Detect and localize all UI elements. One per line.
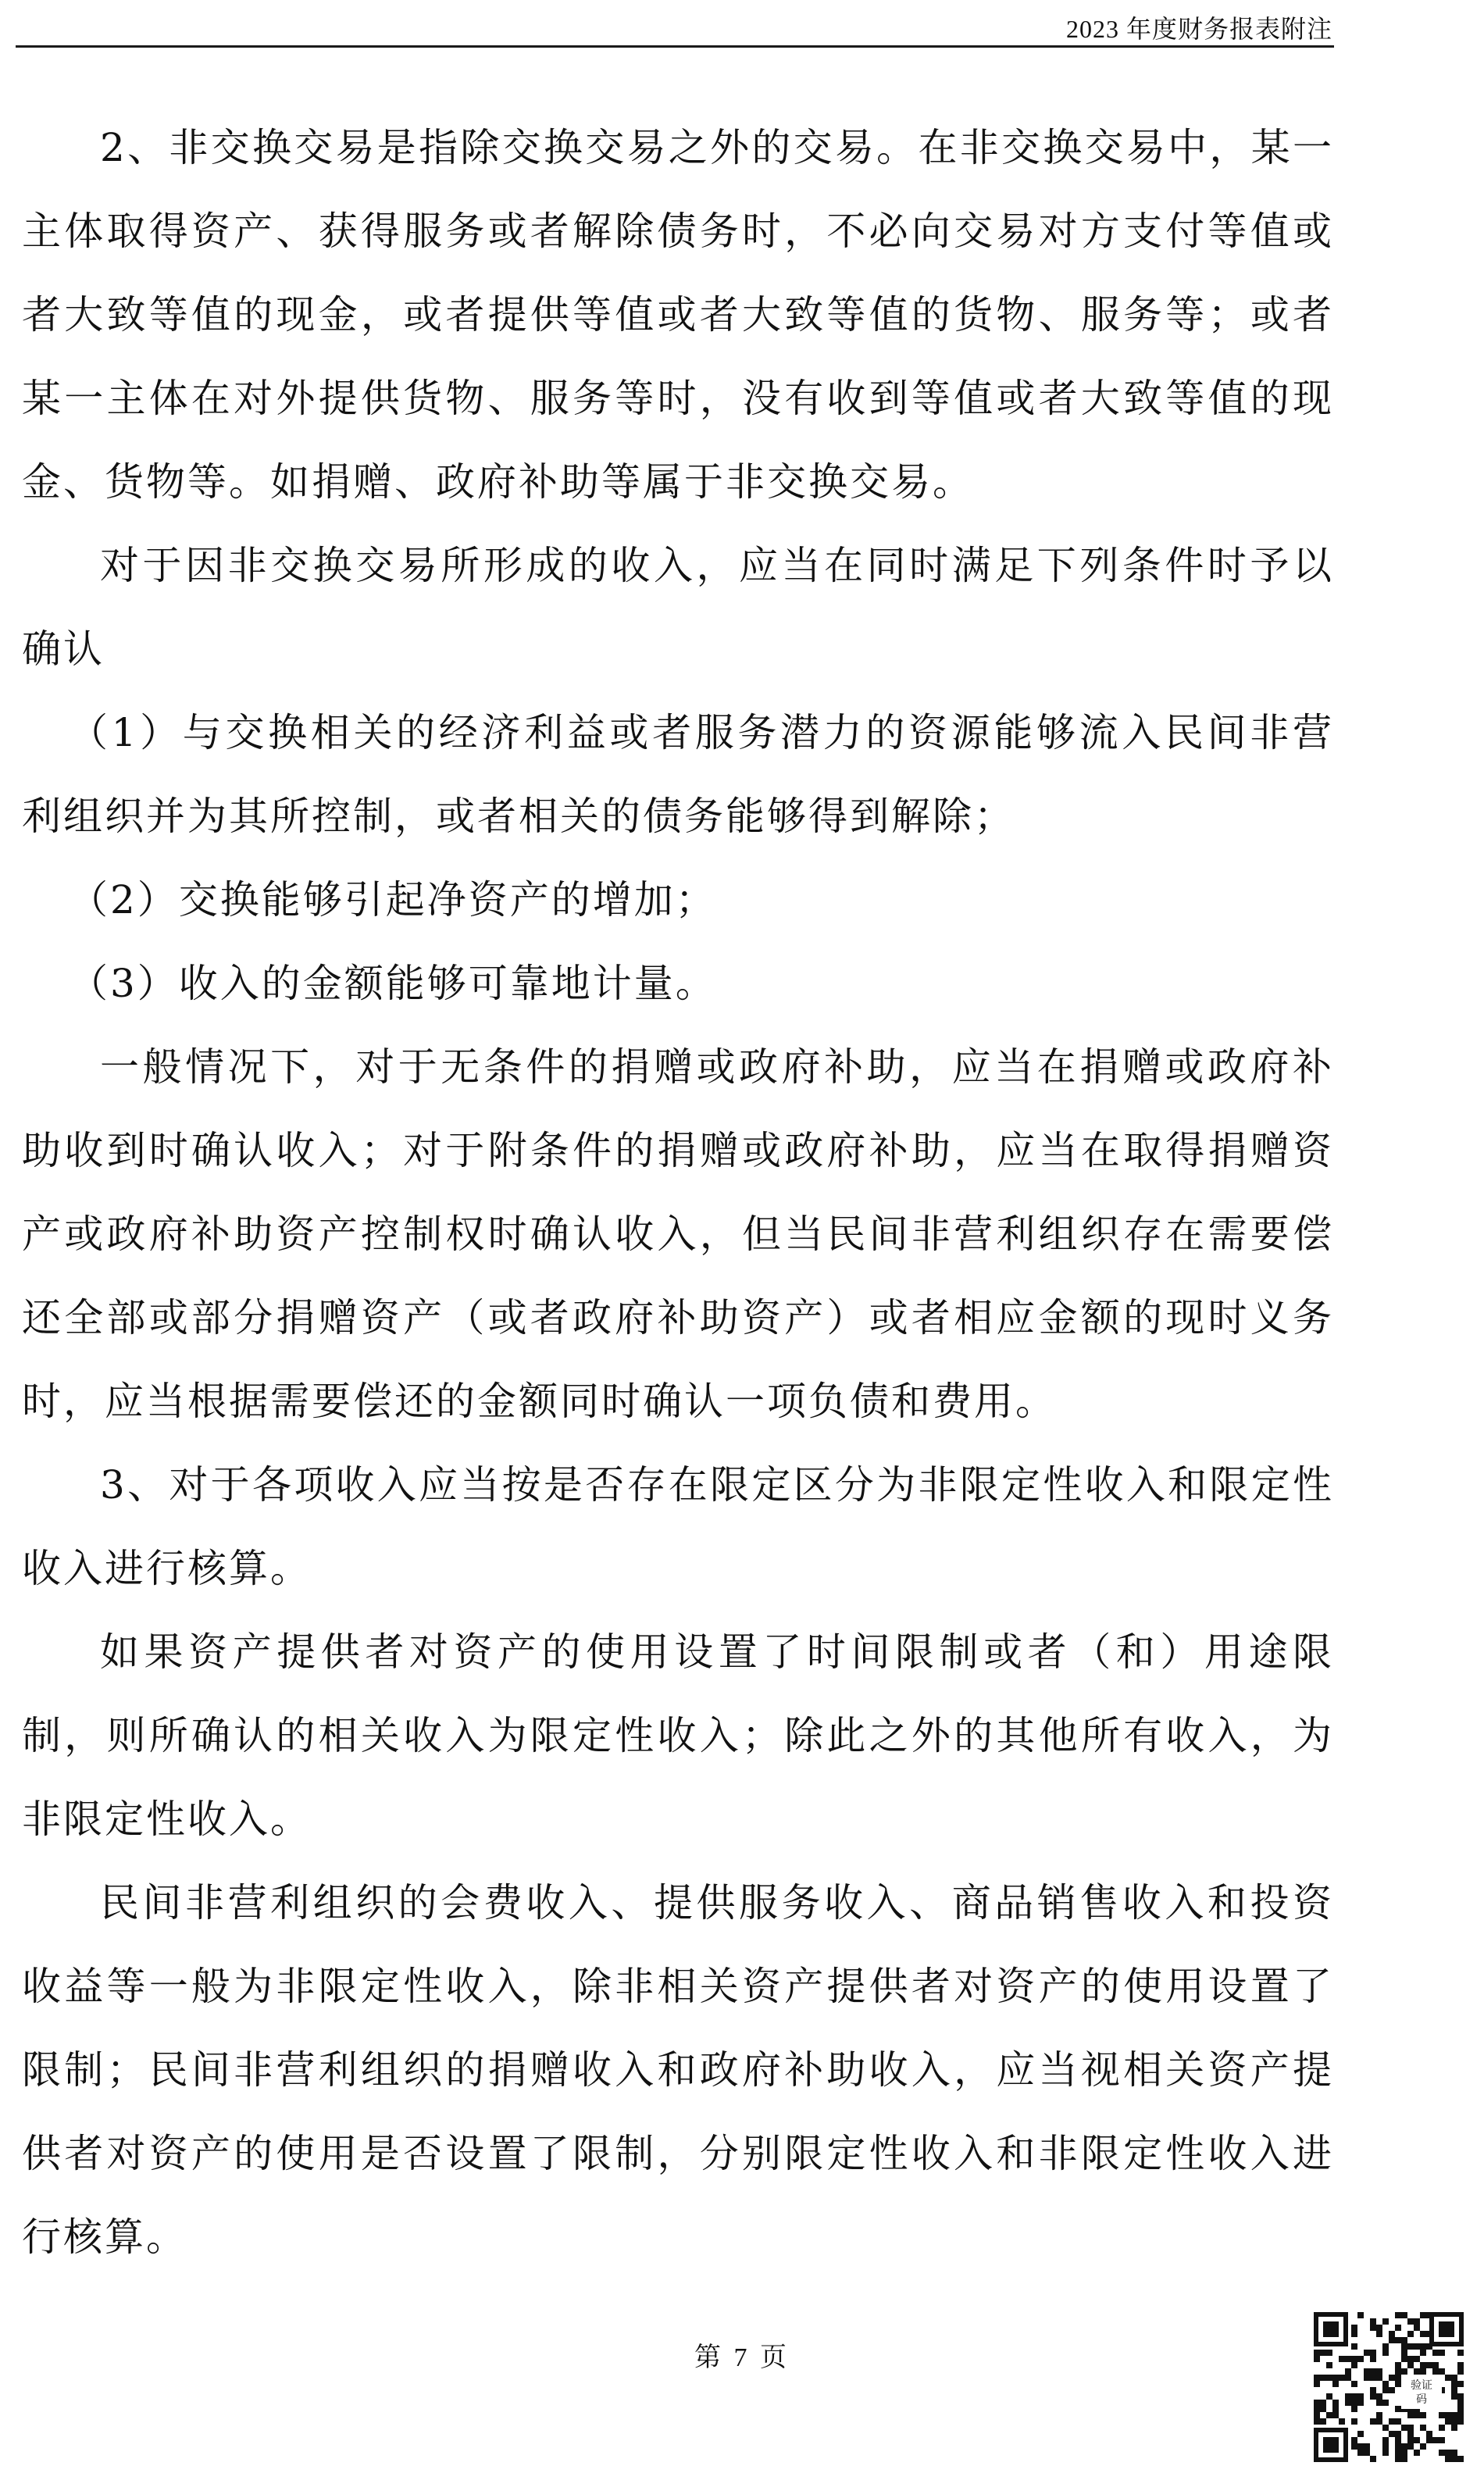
qr-module	[1395, 2431, 1401, 2437]
qr-module	[1451, 2387, 1457, 2393]
qr-module	[1407, 2412, 1414, 2418]
qr-module	[1445, 2375, 1451, 2381]
qr-module	[1445, 2412, 1451, 2418]
qr-module	[1339, 2356, 1345, 2362]
qr-module	[1370, 2418, 1376, 2425]
qr-module	[1457, 2406, 1464, 2412]
qr-module	[1370, 2350, 1376, 2356]
qr-module	[1445, 2418, 1451, 2425]
qr-module	[1457, 2381, 1464, 2387]
qr-module	[1414, 2368, 1420, 2375]
qr-module	[1414, 2450, 1420, 2456]
qr-module	[1457, 2418, 1464, 2425]
qr-module	[1345, 2356, 1351, 2362]
paragraph-non-exchange-definition: 2、非交换交易是指除交换交易之外的交易。在非交换交易中，某一主体取得资产、获得服务或者解除债务时，不必向交易对方支付等值或者大致等值的现金，或者提供等值或者大致等值的货物、服务等；或者某一主体在对外提供货物、服务等时，没有收到等值或者大致等值的现金、货物等。如捐赠、政府补助等属于非交换交易。	[22, 125, 1334, 505]
qr-module	[1370, 2368, 1376, 2375]
qr-module	[1332, 2381, 1339, 2387]
qr-module	[1457, 2456, 1464, 2462]
qr-module	[1451, 2412, 1457, 2418]
condition-item-1: （1）与交换相关的经济利益或者服务潜力的资源能够流入民间非营利组织并为其所控制，或者相关的债务能够得到解除；	[22, 710, 1334, 839]
qr-module	[1420, 2362, 1426, 2368]
qr-module	[1439, 2412, 1445, 2418]
qr-module	[1339, 2375, 1345, 2381]
qr-module	[1451, 2425, 1457, 2431]
qr-module	[1407, 2343, 1414, 2350]
qr-module	[1332, 2375, 1339, 2381]
qr-module	[1364, 2450, 1370, 2456]
qr-module	[1314, 2418, 1320, 2425]
qr-module	[1382, 2387, 1389, 2393]
qr-module	[1357, 2312, 1364, 2318]
qr-module	[1401, 2443, 1407, 2450]
qr-overlay-text-top: 验证	[1411, 2379, 1432, 2392]
qr-module	[1395, 2337, 1401, 2343]
qr-module	[1432, 2368, 1439, 2375]
qr-module	[1439, 2450, 1445, 2456]
qr-module	[1414, 2325, 1420, 2331]
qr-module	[1451, 2418, 1457, 2425]
qr-module	[1376, 2412, 1382, 2418]
qr-module	[1326, 2362, 1332, 2368]
qr-module	[1407, 2437, 1414, 2443]
qr-module	[1401, 2425, 1407, 2431]
qr-module	[1332, 2406, 1339, 2412]
qr-module	[1351, 2331, 1357, 2337]
qr-module	[1320, 2350, 1326, 2356]
qr-module	[1395, 2375, 1401, 2381]
qr-module	[1389, 2375, 1395, 2381]
qr-module	[1314, 2381, 1320, 2387]
qr-code-icon	[1311, 2309, 1467, 2465]
qr-module	[1420, 2412, 1426, 2418]
qr-module	[1395, 2362, 1401, 2368]
qr-module	[1376, 2393, 1382, 2400]
qr-module	[1382, 2450, 1389, 2456]
document-body	[22, 106, 1334, 2279]
qr-module	[1382, 2381, 1389, 2387]
qr-module	[1457, 2368, 1464, 2375]
qr-module	[1414, 2343, 1420, 2350]
qr-module	[1401, 2350, 1407, 2356]
qr-module	[1389, 2431, 1395, 2437]
qr-module	[1395, 2456, 1401, 2462]
qr-module	[1395, 2406, 1401, 2412]
condition-item-2: （2）交换能够引起净资产的增加；	[69, 877, 717, 922]
qr-module	[1389, 2331, 1395, 2337]
qr-module	[1370, 2456, 1376, 2462]
page-header	[16, 0, 1334, 48]
qr-module	[1351, 2343, 1357, 2350]
qr-module	[1351, 2406, 1357, 2412]
qr-module	[1457, 2400, 1464, 2406]
qr-module	[1376, 2375, 1382, 2381]
qr-module	[1382, 2443, 1389, 2450]
page-number: 第 7 页	[694, 2343, 790, 2372]
qr-module	[1426, 2431, 1432, 2437]
qr-module	[1357, 2443, 1364, 2450]
qr-module	[1395, 2437, 1401, 2443]
qr-module	[1326, 2350, 1332, 2356]
qr-module	[1420, 2350, 1426, 2356]
qr-module	[1370, 2356, 1376, 2362]
qr-module	[1332, 2412, 1339, 2418]
qr-module	[1382, 2350, 1389, 2356]
qr-module	[1451, 2381, 1457, 2387]
qr-module	[1395, 2443, 1401, 2450]
qr-module	[1326, 2393, 1332, 2400]
qr-module	[1382, 2400, 1389, 2406]
qr-module	[1345, 2400, 1351, 2406]
qr-module	[1314, 2412, 1320, 2418]
qr-module	[1376, 2331, 1382, 2337]
qr-module	[1457, 2393, 1464, 2400]
qr-module	[1414, 2412, 1420, 2418]
qr-module	[1351, 2356, 1357, 2362]
qr-module	[1351, 2418, 1357, 2425]
qr-module	[1326, 2375, 1332, 2381]
qr-module	[1395, 2325, 1401, 2331]
qr-module	[1420, 2443, 1426, 2450]
qr-overlay-text-bottom: 码	[1416, 2393, 1427, 2406]
qr-module	[1314, 2406, 1320, 2412]
qr-module	[1407, 2318, 1414, 2325]
qr-module	[1439, 2368, 1445, 2375]
qr-module	[1439, 2437, 1445, 2443]
qr-module	[1451, 2450, 1457, 2456]
qr-module	[1345, 2368, 1351, 2375]
qr-module	[1420, 2312, 1426, 2318]
qr-module	[1401, 2312, 1407, 2318]
qr-module	[1345, 2375, 1351, 2381]
qr-module	[1357, 2431, 1364, 2437]
paragraph-recognition-conditions: 对于因非交换交易所形成的收入，应当在同时满足下列条件时予以确认	[22, 543, 1334, 672]
qr-module	[1395, 2450, 1401, 2456]
qr-module	[1314, 2400, 1320, 2406]
qr-module	[1339, 2418, 1345, 2425]
qr-module	[1426, 2312, 1432, 2318]
qr-module	[1407, 2356, 1414, 2362]
qr-module	[1364, 2375, 1370, 2381]
qr-module	[1370, 2325, 1376, 2331]
qr-module	[1345, 2393, 1351, 2400]
qr-module	[1382, 2425, 1389, 2431]
qr-module	[1382, 2437, 1389, 2443]
qr-module	[1451, 2375, 1457, 2381]
qr-module	[1351, 2443, 1357, 2450]
paragraph-donation-recognition: 一般情况下，对于无条件的捐赠或政府补助，应当在捐赠或政府补助收到时确认收入；对于附条件的捐赠或政府补助，应当在取得捐赠资产或政府补助资产控制权时确认收入，但当民间非营利组织存在需要偿还全部或部分捐赠资产（或者政府补助资产）或者相应金额的现时义务时，应当根据需要偿还的金额同时确认一项负债和费用。	[22, 1044, 1334, 1424]
qr-module	[1370, 2375, 1376, 2381]
header-title: 2023 年度财务报表附注	[1065, 15, 1332, 43]
qr-module	[1364, 2350, 1370, 2356]
qr-module	[1426, 2437, 1432, 2443]
qr-module	[1389, 2418, 1395, 2425]
qr-module	[1351, 2393, 1357, 2400]
qr-module	[1457, 2412, 1464, 2418]
qr-module	[1382, 2343, 1389, 2350]
qr-module	[1401, 2368, 1407, 2375]
qr-module	[1357, 2400, 1364, 2406]
qr-module	[1401, 2356, 1407, 2362]
qr-module	[1420, 2368, 1426, 2375]
qr-module	[1407, 2431, 1414, 2437]
qr-module	[1445, 2450, 1451, 2456]
qr-module	[1357, 2356, 1364, 2362]
qr-module	[1395, 2312, 1401, 2318]
condition-item-3: （3）收入的金额能够可靠地计量。	[69, 961, 717, 1006]
qr-module	[1451, 2456, 1457, 2462]
qr-module	[1357, 2393, 1364, 2400]
qr-module	[1320, 2406, 1326, 2412]
qr-module	[1389, 2387, 1395, 2393]
qr-module	[1457, 2350, 1464, 2356]
qr-module	[1389, 2337, 1395, 2343]
qr-module	[1432, 2362, 1439, 2368]
qr-module	[1445, 2456, 1451, 2462]
qr-module	[1414, 2356, 1420, 2362]
qr-module	[1351, 2400, 1357, 2406]
qr-module	[1420, 2343, 1426, 2350]
qr-module	[1370, 2393, 1376, 2400]
qr-module	[1370, 2387, 1376, 2393]
qr-module	[1420, 2331, 1426, 2337]
qr-module	[1401, 2337, 1407, 2343]
qr-module	[1357, 2450, 1364, 2456]
qr-module	[1364, 2443, 1370, 2450]
qr-module	[1426, 2362, 1432, 2368]
qr-module	[1432, 2350, 1439, 2356]
qr-module	[1351, 2381, 1357, 2387]
qr-module	[1314, 2375, 1320, 2381]
paragraph-restricted-definition: 如果资产提供者对资产的使用设置了时间限制或者（和）用途限制，则所确认的相关收入为限定性收入；除此之外的其他所有收入，为非限定性收入。	[22, 1629, 1334, 1842]
qr-module	[1407, 2331, 1414, 2337]
qr-module	[1439, 2425, 1445, 2431]
qr-module	[1451, 2393, 1457, 2400]
qr-module	[1314, 2350, 1320, 2356]
qr-module	[1414, 2318, 1420, 2325]
qr-module	[1326, 2412, 1332, 2418]
qr-module	[1395, 2418, 1401, 2425]
qr-module	[1320, 2400, 1326, 2406]
qr-module	[1420, 2425, 1426, 2431]
qr-module	[1457, 2362, 1464, 2368]
qr-module	[1401, 2456, 1407, 2462]
qr-module	[1332, 2400, 1339, 2406]
qr-module	[1407, 2362, 1414, 2368]
qr-module	[1376, 2400, 1382, 2406]
qr-module	[1351, 2325, 1357, 2331]
qr-module	[1382, 2318, 1389, 2325]
qr-module	[1351, 2362, 1357, 2368]
qr-module	[1376, 2368, 1382, 2375]
qr-module	[1364, 2368, 1370, 2375]
qr-module	[1407, 2443, 1414, 2450]
qr-module	[1432, 2437, 1439, 2443]
qr-module	[1426, 2331, 1432, 2337]
qr-module	[1414, 2437, 1420, 2443]
qr-module	[1376, 2325, 1382, 2331]
qr-module	[1439, 2350, 1445, 2356]
qr-module	[1376, 2418, 1382, 2425]
qr-module	[1320, 2375, 1326, 2381]
qr-module	[1401, 2343, 1407, 2350]
qr-module	[1320, 2418, 1326, 2425]
qr-module	[1407, 2425, 1414, 2431]
qr-module	[1395, 2381, 1401, 2387]
qr-module	[1370, 2318, 1376, 2325]
qr-module	[1395, 2368, 1401, 2375]
qr-module	[1401, 2450, 1407, 2456]
qr-module	[1314, 2356, 1320, 2362]
qr-module	[1351, 2437, 1357, 2443]
paragraph-restricted-classification: 3、对于各项收入应当按是否存在限定区分为非限定性收入和限定性收入进行核算。	[22, 1462, 1334, 1591]
qr-module	[1426, 2343, 1432, 2350]
page-footer	[0, 2336, 1484, 2374]
paragraph-income-types: 民间非营利组织的会费收入、提供服务收入、商品销售收入和投资收益等一般为非限定性收入，除非相关资产提供者对资产的使用设置了限制；民间非营利组织的捐赠收入和政府补助收入，应当视相关资产提供者对资产的使用是否设置了限制，分别限定性收入和非限定性收入进行核算。	[22, 1880, 1334, 2260]
